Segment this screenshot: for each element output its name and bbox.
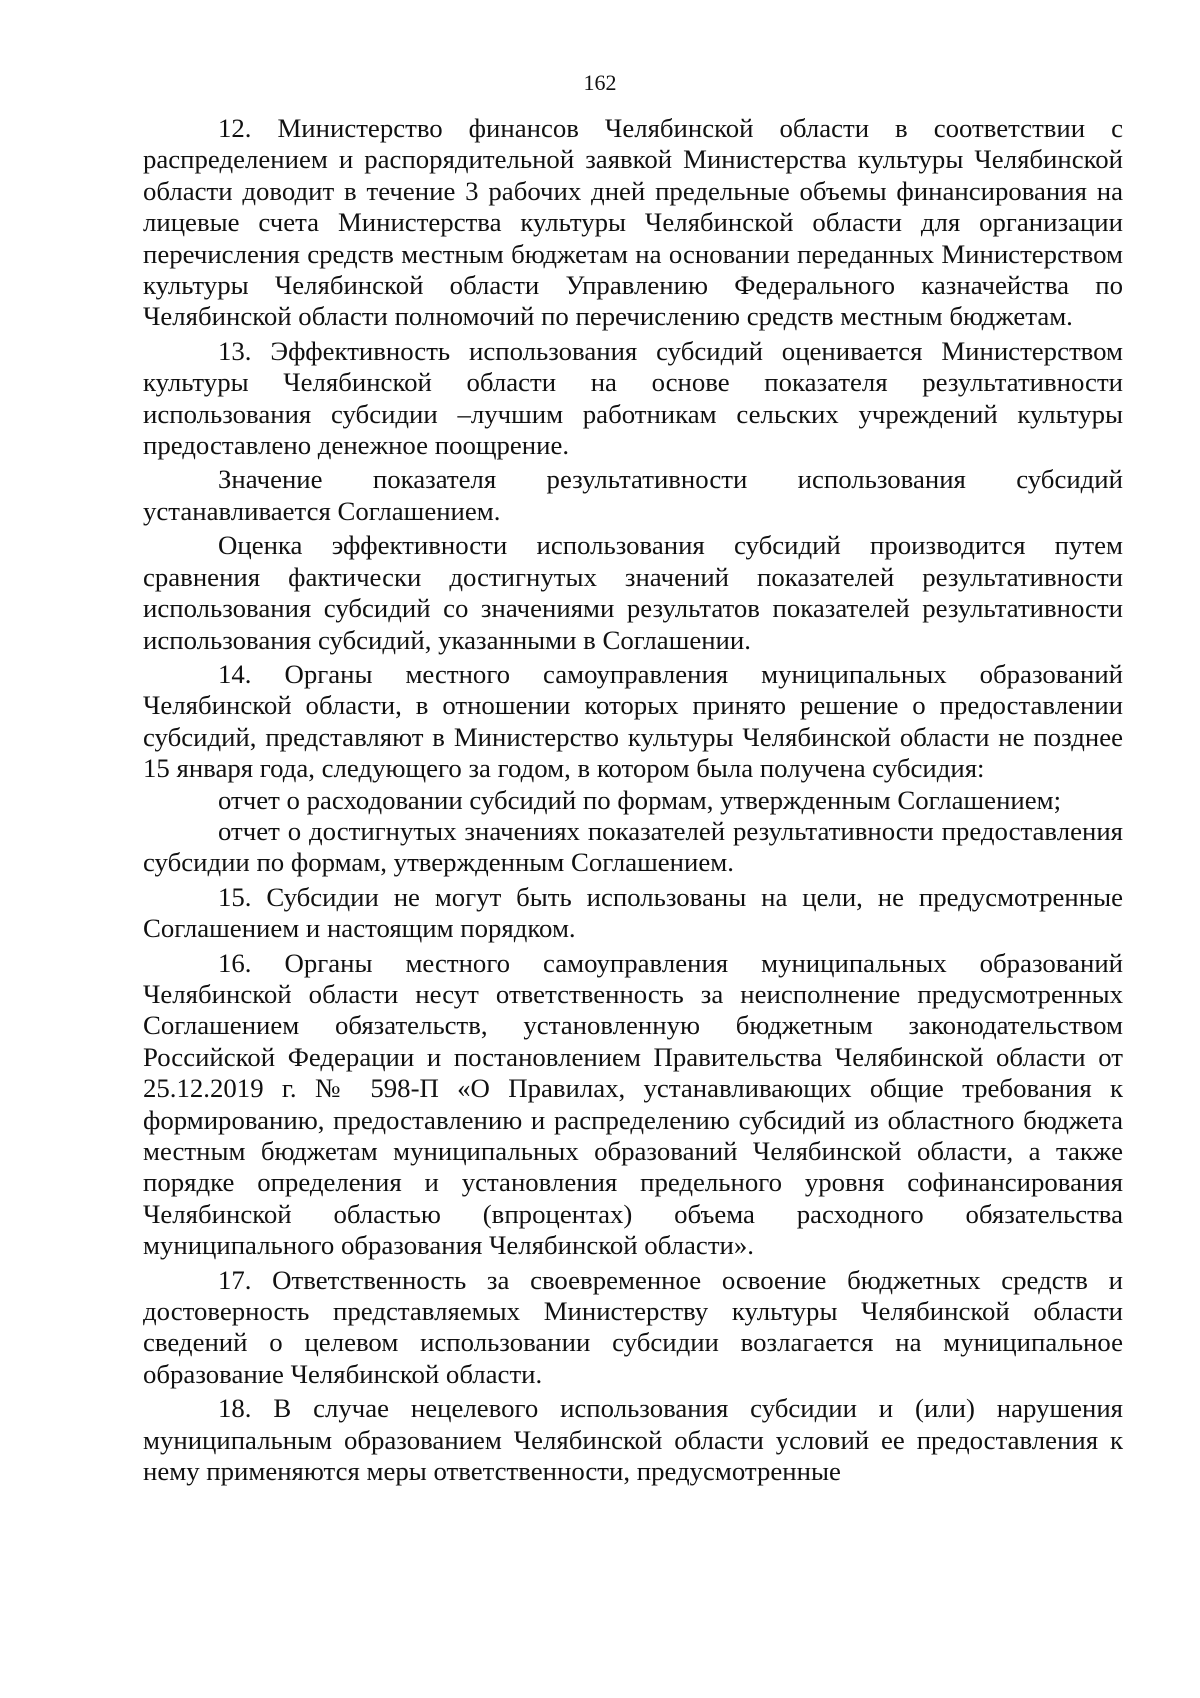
paragraph-17: 17. Ответственность за своевременное освоение бюджетных средств и достоверность представляемых Министерству культуры Челябинской области сведений о целевом использовании субсидии возлагается на муниципальное образование Челябинской области. bbox=[143, 1264, 1123, 1389]
paragraph-13-indicator-value: Значение показателя результативности использования субсидий устанавливается Соглашением. bbox=[143, 464, 1123, 526]
paragraph-13: 13. Эффективность использования субсидий оценивается Министерством культуры Челябинской области на основе показателя результативности использования субсидии –лучшим работникам сельских учреждений культуры предоставлено денежное поощрение. bbox=[143, 335, 1123, 461]
document-body bbox=[143, 113, 1123, 1487]
paragraph-15: 15. Субсидии не могут быть использованы на цели, не предусмотренные Соглашением и настоящим порядком. bbox=[143, 881, 1123, 944]
paragraph-18: 18. В случае нецелевого использования субсидии и (или) нарушения муниципальным образованием Челябинской области условий ее предоставления к нему применяются меры ответственности, предусмотренные bbox=[143, 1393, 1123, 1487]
paragraph-14-report-indicators: отчет о достигнутых значениях показателей результативности предоставления субсидии по формам, утвержденным Соглашением. bbox=[143, 815, 1123, 878]
page-number: 162 bbox=[583, 70, 617, 95]
paragraph-16: 16. Органы местного самоуправления муниципальных образований Челябинской области несут ответственность за неисполнение предусмотренных Соглашением обязательств, установленную бюджетным законодательством Российской Федерации и постановлением Правительства Челябинской области от 25.12.2019 г. № 598-П «О Правилах, устанавливающих общие требования к формированию, предоставлению и распределению субсидий из областного бюджета местным бюджетам муниципальных образований Челябинской области, а также порядке определения и установления предельного уровня софинансирования Челябинской областью (впроцентах) объема расходного обязательства муниципального образования Челябинской области». bbox=[143, 947, 1123, 1261]
paragraph-14-report-expenses: отчет о расходовании субсидий по формам, утвержденным Соглашением; bbox=[218, 784, 1062, 815]
paragraph-13-efficiency-evaluation: Оценка эффективности использования субсидий производится путем сравнения фактически достигнутых значений показателей результативности использования субсидий со значениями результатов показателей результативности использования субсидий, указанными в Соглашении. bbox=[143, 530, 1123, 655]
paragraph-14: 14. Органы местного самоуправления муниципальных образований Челябинской области, в отношении которых принято решение о предоставлении субсидий, представляют в Министерство культуры Челябинской области не позднее 15 января года, следующего за годом, в котором была получена субсидия: bbox=[143, 658, 1123, 784]
paragraph-12: 12. Министерство финансов Челябинской области в соответствии с распределением и распорядительной заявкой Министерства культуры Челябинской области доводит в течение 3 рабочих дней предельные объемы финансирования на лицевые счета Министерства культуры Челябинской области для организации перечисления средств местным бюджетам на основании переданных Министерством культуры Челябинской области Управлению Федерального казначейства по Челябинской области полномочий по перечислению средств местным бюджетам. bbox=[143, 113, 1123, 332]
